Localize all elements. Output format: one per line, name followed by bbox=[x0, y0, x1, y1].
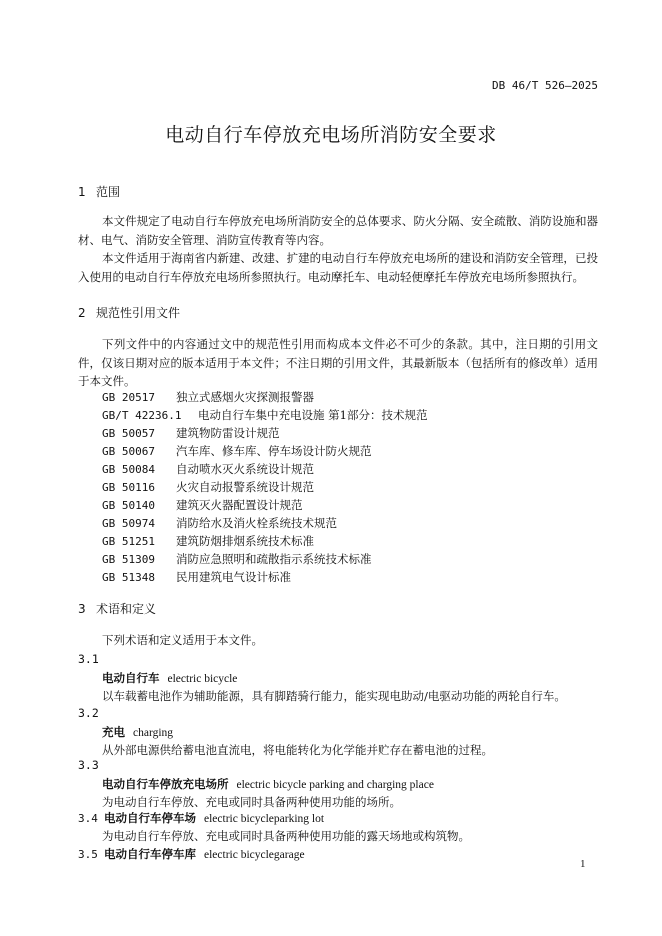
reference-item: GB 50084 自动喷水灭火系统设计规范 bbox=[102, 462, 314, 476]
term-zh: 电动自行车停车场 bbox=[104, 811, 196, 825]
reference-item: GB 50974 消防给水及消火栓系统技术规范 bbox=[102, 516, 337, 530]
term-definition: 从外部电源供给蓄电池直流电，将电能转化为化学能并贮存在蓄电池的过程。 bbox=[102, 743, 493, 757]
clause-number: 3.4 bbox=[78, 812, 98, 825]
term-entry bbox=[102, 724, 173, 740]
reference-item: GB 50140 建筑灭火器配置设计规范 bbox=[102, 498, 303, 512]
term-en: electric bicycle bbox=[167, 673, 238, 685]
section-title: 术语和定义 bbox=[96, 602, 157, 616]
term-definition: 以车载蓄电池作为辅助能源，具有脚踏骑行能力，能实现电助动/电驱动功能的两轮自行车。 bbox=[102, 689, 566, 703]
term-en: electric bicycleparking lot bbox=[204, 813, 325, 825]
term-en: electric bicyclegarage bbox=[204, 849, 305, 861]
section-1-heading bbox=[78, 183, 120, 200]
reference-item: GB 50116 火灾自动报警系统设计规范 bbox=[102, 480, 314, 494]
clause-number: 3.2 bbox=[78, 706, 99, 720]
clause-number: 3.1 bbox=[78, 652, 99, 666]
reference-item: GB 51251 建筑防烟排烟系统技术标准 bbox=[102, 534, 314, 548]
reference-item: GB 50067 汽车库、修车库、停车场设计防火规范 bbox=[102, 444, 372, 458]
term-entry bbox=[102, 776, 434, 792]
section-number: 2 bbox=[78, 306, 86, 320]
clause-number: 3.5 bbox=[78, 848, 98, 861]
term-zh: 电动自行车 bbox=[102, 671, 160, 685]
term-zh: 充电 bbox=[102, 725, 125, 739]
section-2-heading bbox=[78, 304, 180, 321]
section-number: 1 bbox=[78, 185, 86, 199]
term-zh: 电动自行车停车库 bbox=[104, 847, 196, 861]
term-entry bbox=[102, 670, 237, 686]
term-definition: 为电动自行车停放、充电或同时具备两种使用功能的场所。 bbox=[102, 795, 401, 809]
term-en: charging bbox=[133, 727, 174, 739]
section-title: 规范性引用文件 bbox=[96, 306, 181, 320]
document-title: 电动自行车停放充电场所消防安全要求 bbox=[165, 124, 497, 146]
reference-item: GB 50057 建筑物防雷设计规范 bbox=[102, 426, 280, 440]
page-number: 1 bbox=[580, 858, 586, 870]
paragraph: 本文件适用于海南省内新建、改建、扩建的电动自行车停放充电场所的建设和消防安全管理，已投入使用的电动自行车停放充电场所参照执行。电动摩托车、电动轻便摩托车停放充电场所参照执行。 bbox=[78, 251, 598, 284]
reference-item: GB 51309 消防应急照明和疏散指示系统技术标准 bbox=[102, 552, 372, 566]
term-definition: 为电动自行车停放、充电或同时具备两种使用功能的露天场地或构筑物。 bbox=[102, 829, 470, 843]
paragraph: 下列文件中的内容通过文中的规范性引用而构成本文件必不可少的条款。其中，注日期的引用文件，仅该日期对应的版本适用于本文件；不注日期的引用文件，其最新版本（包括所有的修改单）适用于本文件。 bbox=[78, 337, 598, 388]
term-en: electric bicycle parking and charging place bbox=[236, 779, 434, 791]
reference-item: GB/T 42236.1 电动自行车集中充电设施 第1部分：技术规范 bbox=[102, 408, 428, 422]
reference-item: GB 51348 民用建筑电气设计标准 bbox=[102, 570, 291, 584]
paragraph: 本文件规定了电动自行车停放充电场所消防安全的总体要求、防火分隔、安全疏散、消防设施和器材、电气、消防安全管理、消防宣传教育等内容。 bbox=[78, 214, 598, 247]
term-zh: 电动自行车停放充电场所 bbox=[102, 777, 229, 791]
reference-item: GB 20517 独立式感烟火灾探测报警器 bbox=[102, 390, 314, 404]
paragraph: 下列术语和定义适用于本文件。 bbox=[102, 633, 263, 647]
term-entry bbox=[78, 846, 305, 862]
section-3-heading bbox=[78, 600, 156, 617]
term-entry bbox=[78, 810, 324, 826]
clause-number: 3.3 bbox=[78, 758, 99, 772]
standard-number: DB 46/T 526—2025 bbox=[492, 79, 598, 92]
section-title: 范围 bbox=[96, 185, 121, 199]
section-number: 3 bbox=[78, 602, 86, 616]
